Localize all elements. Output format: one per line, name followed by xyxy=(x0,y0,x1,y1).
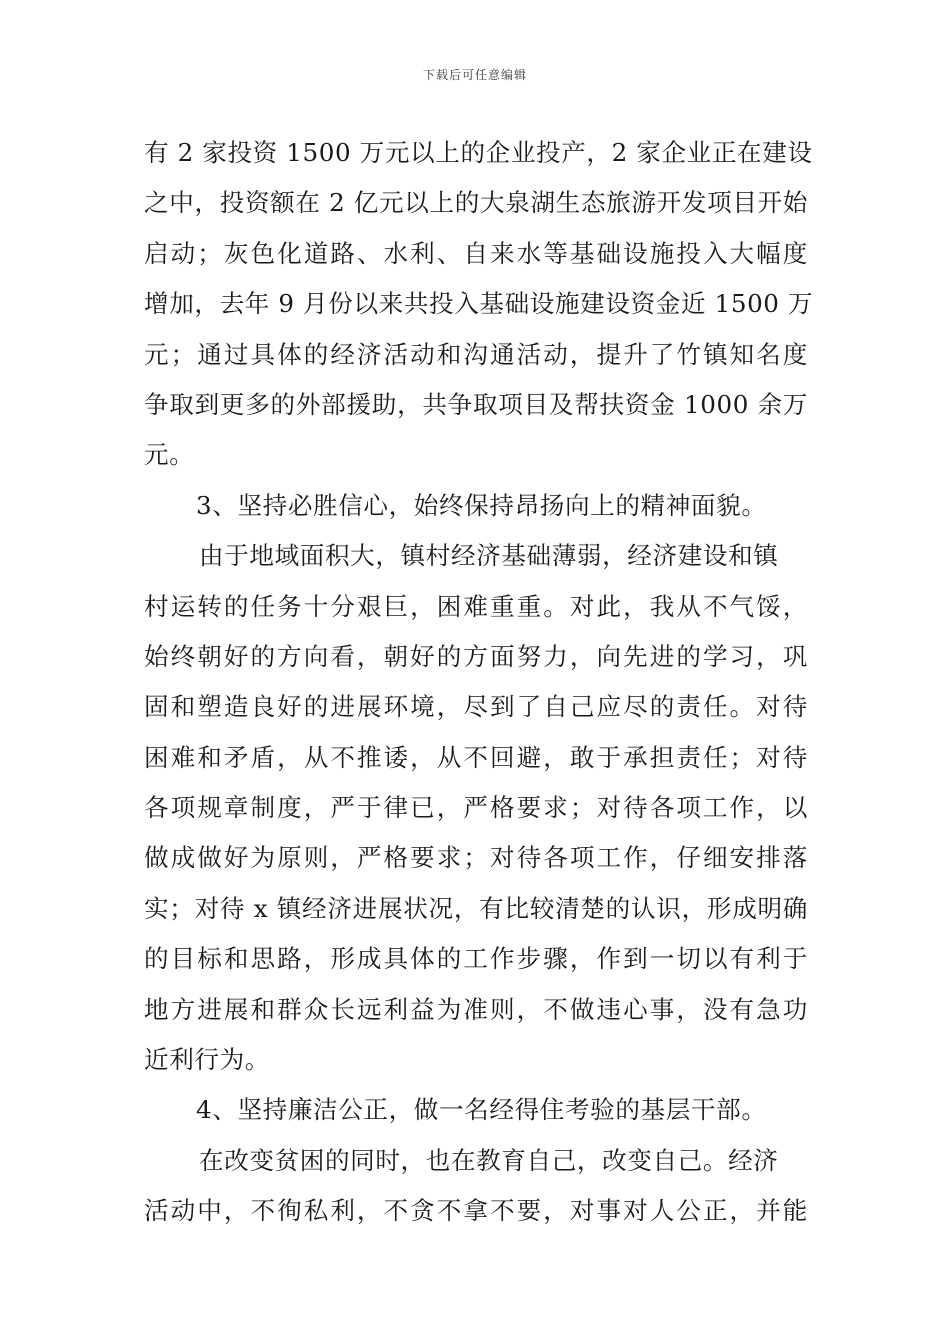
paragraph-line: 元；通过具体的经济活动和沟通活动，提升了竹镇知名度 xyxy=(144,339,808,369)
paragraph-line: 在改变贫困的同时，也在教育自己，改变自己。经济 xyxy=(199,1145,779,1175)
paragraph-line: 地方进展和群众长远利益为准则，不做违心事，没有急功 xyxy=(144,994,808,1024)
paragraph-line: 由于地域面积大，镇村经济基础薄弱，经济建设和镇 xyxy=(199,541,779,571)
paragraph-line: 增加，去年 9 月份以来共投入基础设施建设资金近 1500 万 xyxy=(144,289,814,319)
paragraph-line: 争取到更多的外部援助，共争取项目及帮扶资金 1000 余万 xyxy=(144,389,808,419)
paragraph-line: 困难和矛盾，从不推诿，从不回避，敢于承担责任；对待 xyxy=(144,742,808,772)
paragraph-line: 元。 xyxy=(144,440,195,470)
paragraph-line: 活动中，不徇私利，不贪不拿不要，对事对人公正，并能 xyxy=(144,1196,808,1226)
paragraph-line: 实；对待 x 镇经济进展状况，有比较清楚的认识，形成明确 xyxy=(144,893,808,923)
paragraph-line: 有 2 家投资 1500 万元以上的企业投产，2 家企业正在建设 xyxy=(144,138,813,167)
section-heading: 4、坚持廉洁公正，做一名经得住考验的基层干部。 xyxy=(196,1095,767,1125)
page-header-note: 下载后可任意编辑 xyxy=(422,68,527,82)
paragraph-line: 固和塑造良好的进展环境，尽到了自己应尽的责任。对待 xyxy=(144,692,808,722)
paragraph-line: 的目标和思路，形成具体的工作步骤，作到一切以有利于 xyxy=(144,944,808,974)
section-heading: 3、坚持必胜信心，始终保持昂扬向上的精神面貌。 xyxy=(196,490,767,520)
paragraph-line: 村运转的任务十分艰巨，困难重重。对此，我从不气馁， xyxy=(144,591,808,621)
paragraph-line: 各项规章制度，严于律已，严格要求；对待各项工作，以 xyxy=(144,793,808,823)
paragraph-line: 始终朝好的方向看，朝好的方面努力，向先进的学习，巩 xyxy=(144,641,808,671)
paragraph-line: 启动；灰色化道路、水利、自来水等基础设施投入大幅度 xyxy=(144,238,808,268)
paragraph-line: 近利行为。 xyxy=(144,1045,270,1075)
paragraph-line: 之中，投资额在 2 亿元以上的大泉湖生态旅游开发项目开始 xyxy=(144,188,808,218)
document-body xyxy=(144,128,814,1237)
paragraph-line: 做成做好为原则，严格要求；对待各项工作，仔细安排落 xyxy=(144,843,808,873)
